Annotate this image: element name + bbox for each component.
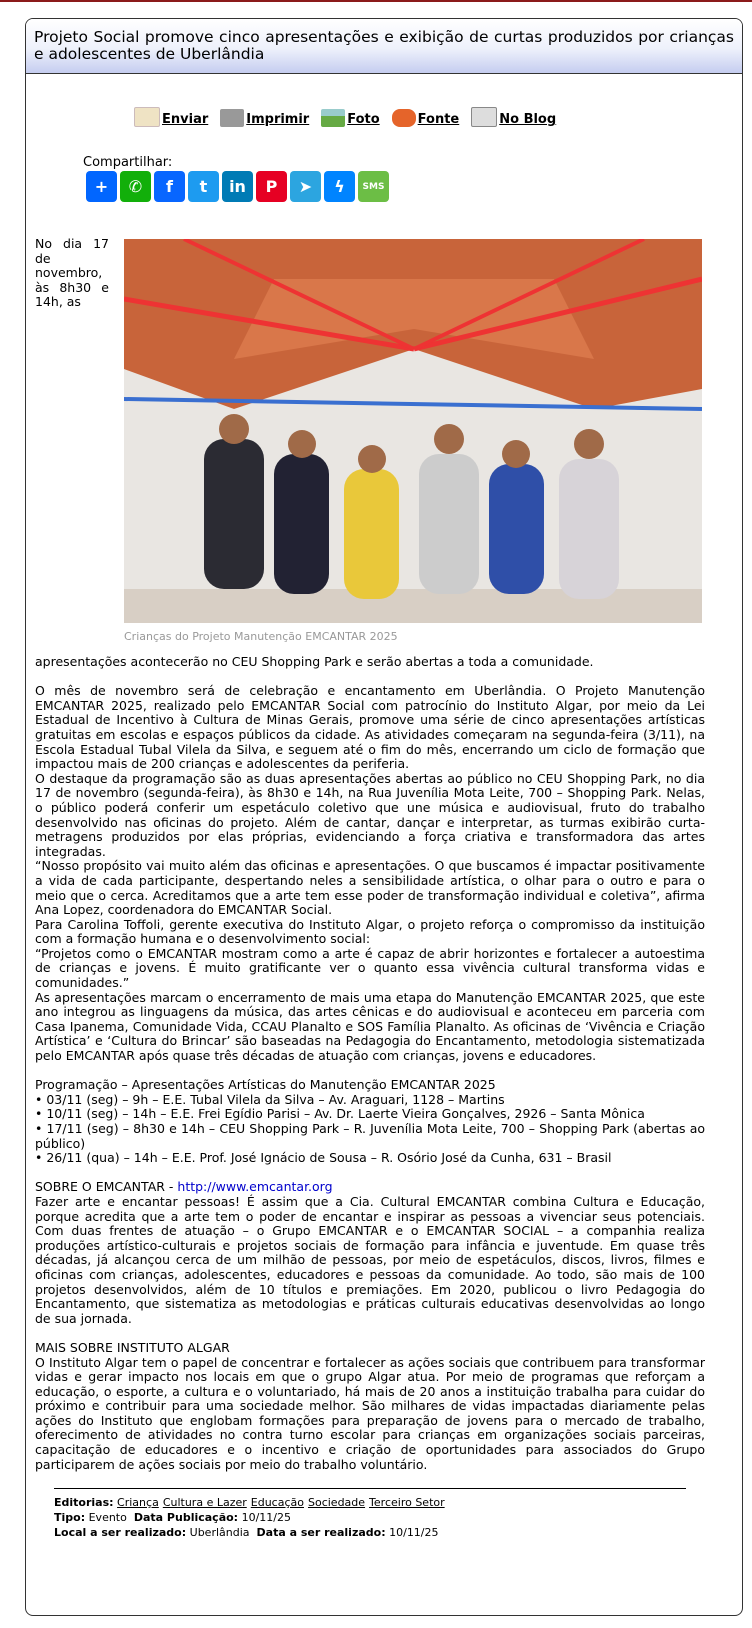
article-tools (134, 107, 556, 127)
twitter-share-button[interactable] (188, 171, 219, 202)
editoria-link[interactable]: Criança (117, 1496, 159, 1509)
share-share-button[interactable] (86, 171, 117, 202)
blog-link[interactable]: No Blog (471, 107, 556, 127)
paragraph: Programação – Apresentações Artísticas do Manutenção EMCANTAR 2025 (35, 1077, 496, 1093)
about-emcantar: SOBRE O EMCANTAR - http://www.emcantar.org (35, 1179, 333, 1195)
emcantar-link[interactable]: http://www.emcantar.org (177, 1179, 333, 1195)
telegram-icon: ➤ (298, 177, 313, 196)
about-emcantar-text: Fazer arte e encantar pessoas! É assim que a Cia. Cultural EMCANTAR combina Cultura e Educação, porque acredita que a arte tem o poder de encantar e inspirar as pessoas a vivenciar seus potenciais. Com duas frentes de atuação – o Grupo EMCANTAR e o EMCANTAR SOCIAL – a companhia realiza produções artístico-culturais e projetos sociais de formação para infância e juventude. Em quase três décadas, já alcançou cerca de um milhão de pessoas, por meio de espetáculos, discos, livros, filmes e oficinas com crianças, adolescentes, educadores e pessoas da comunidade. Ao todo, são mais de 100 projetos desenvolvidos, além de 10 títulos e premiações. Em 2020, publicou o livro Pedagogia do Encantamento, que sistematiza as metodologias e práticas culturais educativas desenvolvidas ao longo de sua jornada. (35, 1193, 705, 1326)
editoria-link[interactable]: Educação (250, 1496, 304, 1509)
paragraph: • 10/11 (seg) – 14h – E.E. Frei Egídio Parisi – Av. Dr. Laerte Vieira Gonçalves, 2926 – Santa Mônica (35, 1106, 645, 1122)
paragraph: O mês de novembro será de celebração e encantamento em Uberlândia. O Projeto Manutenção EMCANTAR 2025, realizado pelo EMCANTAR Social com patrocínio do Instituto Algar, por meio da Lei Estadual de Incentivo à Cultura de Minas Gerais, promove uma série de cinco apresentações artísticas gratuitas em escolas e espaços públicos da cidade. As atividades começaram na segunda-feira (3/11), na Escola Estadual Tubal Vilela da Silva, e seguem até o fim do mês, encerrando um ciclo de formação que impactou mais de 200 crianças e adolescentes da periferia. (35, 683, 705, 772)
twitter-icon: t (199, 177, 208, 196)
photo-icon (321, 109, 345, 127)
phone-icon (392, 109, 416, 127)
photo-link[interactable]: Foto (321, 107, 379, 127)
about-algar-heading: MAIS SOBRE INSTITUTO ALGAR (35, 1339, 230, 1355)
envelope-icon (134, 107, 160, 127)
send-link[interactable]: Enviar (134, 107, 208, 127)
location-row: Local a ser realizado: Uberlândia Data a ser realizado: 10/11/25 (54, 1526, 439, 1539)
paragraph: “Nosso propósito vai muito além das oficinas e apresentações. O que buscamos é impactar positivamente a vida de cada participante, despertando neles a sensibilidade artística, o olhar para o outro e para o meio que o cerca. Acreditamos que a arte tem esse poder de transformação individual e coletiva”, afirma Ana Lopez, coordenadora do EMCANTAR Social. (35, 858, 705, 918)
whatsapp-icon: ✆ (128, 177, 143, 196)
editoria-link[interactable]: Cultura e Lazer (162, 1496, 247, 1509)
article-body (35, 655, 705, 1472)
editoria-link[interactable]: Sociedade (307, 1496, 366, 1509)
source-link[interactable]: Fonte (392, 107, 460, 127)
share-label: Compartilhar: (83, 155, 173, 170)
article-card (25, 18, 743, 1616)
top-bar (0, 0, 752, 2)
type-row: Tipo: Evento Data Publicação: 10/11/25 (54, 1511, 291, 1524)
whatsapp-share-button[interactable] (120, 171, 151, 202)
spacer (35, 1166, 705, 1181)
paragraph: Para Carolina Toffoli, gerente executiva do Instituto Algar, o projeto reforça o compromisso da instituição com a formação humana e o desenvolvimento social: (35, 916, 705, 947)
article-photo (124, 239, 702, 623)
sms-icon: SMS (362, 181, 385, 192)
print-link[interactable]: Imprimir (220, 107, 309, 127)
intro-text: No dia 17 de novembro, às 8h30 e 14h, as (35, 236, 109, 310)
paragraph: “Projetos como o EMCANTAR mostram como a arte é capaz de abrir horizontes e fortalecer a autoestima de crianças e jovens. É muito gratificante ver o quanto essa vivência cultural transforma vidas e comunidades.” (35, 945, 705, 991)
blog-icon (471, 107, 497, 127)
paragraph: As apresentações marcam o encerramento de mais uma etapa do Manutenção EMCANTAR 2025, que este ano integrou as linguagens da música, das artes cênicas e do audiovisual e aconteceu em parceria com Casa Ipanema, Comunidade Vida, CCAU Planalto e SOS Família Planalto. As oficinas de ‘Vivência e Criação Artística’ e ‘Cultura do Brincar’ são baseadas na Pedagogia do Encantamento, metodologia sistematizada pelo EMCANTAR após quase três décadas de atuação com crianças, jovens e educadores. (35, 989, 705, 1064)
editoria-link[interactable]: Terceiro Setor (369, 1496, 445, 1509)
spacer (35, 670, 705, 685)
share-buttons (86, 171, 389, 202)
messenger-share-button[interactable] (324, 171, 355, 202)
printer-icon (220, 109, 244, 127)
article-footer (54, 1488, 686, 1540)
editorias-row: Editorias: Criança Cultura e Lazer Educação Sociedade Terceiro Setor (54, 1496, 445, 1509)
article-title: Projeto Social promove cinco apresentações e exibição de curtas produzidos por crianças e adolescentes de Uberlândia (26, 19, 742, 74)
facebook-icon: f (166, 177, 173, 196)
pinterest-icon: P (265, 177, 278, 196)
about-algar-text: O Instituto Algar tem o papel de concentrar e fortalecer as ações sociais que contribuem para transformar vidas e gerar impacto nos locais em que o grupo Algar atua. Por meio de programas que reforçam a educação, o esporte, a cultura e o voluntariado, há mais de 20 anos a instituição trabalha para cuidar do próximo e contribuir para uma sociedade melhor. São milhares de vidas impactadas diariamente pelas ações do Instituto que englobam formações para preparação de jovens para o mercado de trabalho, oferecimento de atividades no contra turno escolar para crianças em organizações sociais parceiras, capacitação de educadores e o incentivo e criação de oportunidades para associados do Grupo participarem de ações sociais por meio do trabalho voluntário. (35, 1354, 705, 1472)
paragraph: • 17/11 (seg) – 8h30 e 14h – CEU Shopping Park – R. Juvenília Mota Leite, 700 – Shopping Park (abertas ao público) (35, 1121, 705, 1151)
messenger-icon: ϟ (334, 177, 345, 196)
paragraph: O destaque da programação são as duas apresentações abertas ao público no CEU Shopping Park, no dia 17 de novembro (segunda-feira), às 8h30 e 14h, na Rua Juvenília Mota Leite, 700 – Shopping Park. Nelas, o público poderá conferir um espetáculo coletivo que une música e audiovisual, fruto do trabalho desenvolvido nas oficinas do projeto. Além de cantar, dançar e interpretar, as turmas exibirão curta-metragens produzidos por elas próprias, evidenciando a força criativa e transformadora das artes integradas. (35, 770, 705, 859)
sms-share-button[interactable] (358, 171, 389, 202)
paragraph: apresentações acontecerão no CEU Shopping Park e serão abertas a toda a comunidade. (35, 654, 594, 669)
spacer (35, 1064, 705, 1079)
paragraph: • 03/11 (seg) – 9h – E.E. Tubal Vilela da Silva – Av. Araguari, 1128 – Martins (35, 1091, 505, 1107)
linkedin-share-button[interactable] (222, 171, 253, 202)
telegram-share-button[interactable] (290, 171, 321, 202)
photo-caption: Crianças do Projeto Manutenção EMCANTAR 2025 (124, 630, 398, 643)
facebook-share-button[interactable] (154, 171, 185, 202)
linkedin-icon: in (229, 177, 246, 196)
share-icon: + (94, 177, 109, 196)
paragraph: • 26/11 (qua) – 14h – E.E. Prof. José Ignácio de Sousa – R. Osório José da Cunha, 631 – Brasil (35, 1150, 612, 1166)
pinterest-share-button[interactable] (256, 171, 287, 202)
